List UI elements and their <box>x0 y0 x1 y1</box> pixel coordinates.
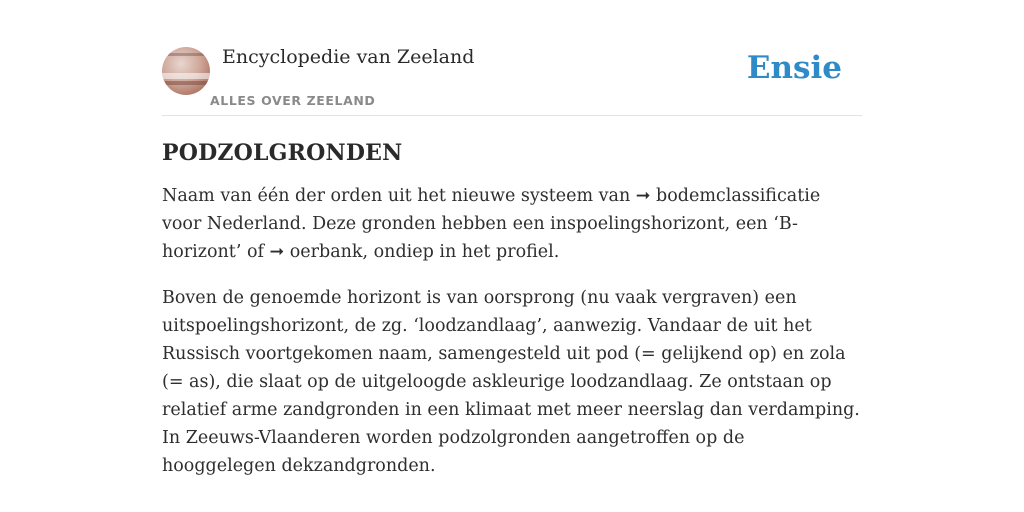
article-body <box>162 140 862 498</box>
site-title-link[interactable]: Encyclopedie van Zeeland <box>222 46 475 68</box>
article-paragraph: Naam van één der orden uit het nieuwe systeem van ➞ bodemclassificatie voor Nederland. Deze gronden hebben een inspoelingshorizont, een ‘B-horizont’ of ➞ oerbank, ondiep in het profiel. <box>162 186 821 262</box>
article-headword: PODZOLGRONDEN <box>162 140 403 166</box>
site-avatar[interactable] <box>162 47 210 95</box>
avatar-detail <box>162 73 210 79</box>
ensie-logo-link[interactable]: Ensie <box>746 50 842 86</box>
site-tagline: ALLES OVER ZEELAND <box>210 93 376 108</box>
site-header <box>162 44 862 116</box>
article-paragraph: Boven de genoemde horizont is van oorsprong (nu vaak vergraven) een uitspoelingshorizont, de zg. ‘loodzandlaag’, aanwezig. Vandaar de uit het Russisch voortgekomen naam, samengesteld uit pod (= gelijkend op) en zola (= as), die slaat op de uitgeloogde askleurige loodzandlaag. Ze ontstaan op relatief arme zandgronden in een klimaat met meer neerslag dan verdamping. In Zeeuws-Vlaanderen worden podzolgronden aangetroffen op de hooggelegen dekzandgronden. <box>162 288 860 476</box>
avatar-detail <box>162 81 210 85</box>
avatar-detail <box>168 53 204 56</box>
